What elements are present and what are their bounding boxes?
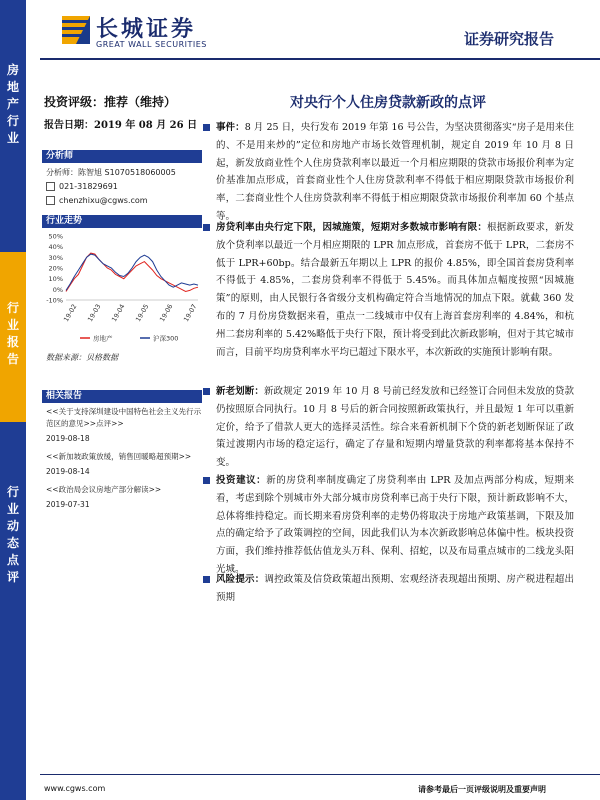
analyst-phone-row — [46, 182, 118, 191]
report-date: 报告日期：2019 年 08 月 26 日 — [44, 120, 198, 131]
paragraph-text: 调控政策及信贷政策超出预期、宏观经济表现超出预期、房产税进程超出预期 — [216, 574, 574, 603]
report-title: 对央行个人住房贷款新政的点评 — [290, 95, 486, 111]
analyst-email[interactable]: chenzhixu@cgws.com — [59, 196, 148, 205]
paragraph-label: 风险提示： — [216, 574, 265, 585]
related-list — [46, 406, 206, 511]
sidebar-middle-text: 行业报告 — [6, 301, 19, 366]
footer-divider — [40, 774, 600, 775]
analyst-name: 分析师：陈智旭 S1070518060005 — [46, 168, 176, 177]
chart-source: 数据来源：贝格数据 — [46, 353, 118, 362]
x-tick-label: 19-07 — [182, 302, 199, 324]
brand-name-en: GREAT WALL SECURITIES — [96, 40, 207, 49]
analyst-email-row — [46, 196, 148, 205]
legend-label: 沪深300 — [153, 334, 179, 343]
sidebar-band-bottom — [0, 422, 26, 800]
footer-website[interactable]: www.cgws.com — [44, 784, 106, 793]
paragraph-risk — [216, 571, 574, 607]
paragraph-label: 投资建议： — [216, 475, 267, 486]
y-tick-label: 50% — [48, 232, 63, 241]
related-item[interactable] — [46, 406, 206, 445]
trend-heading: 行业走势 — [42, 215, 202, 228]
paragraph-investment — [216, 472, 574, 579]
related-item-date: 2019-08-14 — [46, 467, 90, 476]
bullet-icon — [203, 576, 210, 583]
analyst-heading: 分析师 — [42, 150, 202, 163]
related-item[interactable] — [46, 451, 206, 478]
paragraph-text: 新政规定 2019 年 10 月 8 号前已经发放和已经签订合同但未发放的贷款仍按照原合同执行。10 月 8 号后的新合同按照新政策执行，并且最短 1 年可以重新定价，给予了借款人更大的选择灵活性。综合来看新机制下个贷的新老划断保证了政策过渡期内市场的稳定运行，确定了存量和短期内增量贷款的利率都将基本保持不变。 — [216, 386, 574, 469]
paragraph-rate-floor — [216, 219, 574, 361]
related-item-title[interactable]: <<政治局会议房地产部分解读>> — [46, 485, 162, 494]
paragraph-label: 事件： — [216, 122, 245, 133]
bullet-icon — [203, 124, 210, 131]
related-item-title[interactable]: <<新加坡政策放缓，销售回暖略超预期>> — [46, 452, 192, 461]
sidebar-band-middle — [0, 252, 26, 422]
x-tick-label: 19-03 — [86, 302, 103, 324]
brand-logo-icon — [62, 16, 90, 44]
y-tick-label: 30% — [48, 253, 63, 262]
investment-rating: 投资评级：推荐（维持） — [44, 95, 177, 109]
y-tick-label: 20% — [48, 264, 63, 273]
legend-label: 房地产 — [93, 334, 113, 343]
related-heading: 相关报告 — [42, 390, 202, 403]
x-tick-label: 19-02 — [62, 302, 79, 324]
analyst-phone: 021-31829691 — [59, 182, 118, 191]
related-item[interactable] — [46, 484, 206, 511]
sidebar-top-text: 房地产行业 — [6, 63, 19, 145]
paragraph-label: 新老划断： — [216, 386, 264, 397]
paragraph-event — [216, 119, 574, 226]
x-tick-label: 19-04 — [110, 302, 127, 324]
phone-icon — [46, 182, 55, 191]
sidebar-top-label — [0, 62, 26, 147]
brand-name: 长城证券 — [96, 16, 197, 42]
y-tick-label: 0% — [52, 285, 63, 294]
y-tick-label: 10% — [48, 275, 63, 284]
sidebar-bottom-label — [0, 484, 26, 586]
related-item-date: 2019-08-18 — [46, 434, 90, 443]
y-tick-label: 40% — [48, 243, 63, 252]
sidebar-middle-label — [0, 300, 26, 368]
related-item-title[interactable]: <<关于支持深圳建设中国特色社会主义先行示范区的意见>>点评>> — [46, 407, 202, 428]
x-tick-label: 19-06 — [158, 302, 175, 324]
paragraph-label: 房贷利率由央行定下限，因城施策，短期对多数城市影响有限： — [216, 222, 488, 233]
bullet-icon — [203, 477, 210, 484]
x-tick-label: 19-05 — [134, 302, 151, 324]
sidebar-band-top — [0, 0, 26, 252]
related-item-date: 2019-07-31 — [46, 500, 90, 509]
sidebar-bottom-text: 行业动态点评 — [6, 485, 19, 584]
bullet-icon — [203, 224, 210, 231]
paragraph-text: 新的房贷利率制度确定了房贷利率由 LPR 及加点两部分构成，短期来看，考虑到除个别城市外大部分城市房贷利率已高于央行下限，预计新政影响不大，总体将维持稳定。而长期来看房贷利率的走势仍将取决于房地产政策基调，下限及加点的确定给予了政策调控的空间，因此我们认为本次新政影响总体偏中性。板块投资方面，我们维持推荐低估值龙头万科、保利、招蛇，以及布局重点城市的二线龙头阳光城。 — [216, 475, 574, 575]
email-icon — [46, 196, 55, 205]
paragraph-text: 8 月 25 日，央行发布 2019 年第 16 号公告，为坚决贯彻落实“房子是用来住的、不是用来炒的”定位和房地产市场长效管理机制，规定自 2019 年 10 月 8 日起，新发放商业性个人住房贷款利率以最近一个月相应期限的贷款市场报价利率为定价基准加点形成，首套商业性个人住房贷款利率不得低于相应期限贷款市场报价利率，二套商业性个人住房贷款利率不得低于相应期限贷款市场报价利率加 60 个基点等。 — [216, 122, 574, 222]
y-tick-label: -10% — [46, 296, 63, 305]
paragraph-text: 根据新政要求，新发放个贷利率以最近一个月相应期限的 LPR 加点形成，首套房不低于 LPR，二套房不低于 LPR+60bp。结合最新五年期以上 LPR 的报价 4.85%，即全国首套房贷利率不得低于 4.85%，二套房贷利率不得低于 5.45%。而具体加点幅度按照“因城施策”的原则，由人民银行各省级分支机构确定符合当地情况的加点下限。就截 360 发布的 7 月份房贷数据来看，重点一二线城市中仅有上海首套房利率的 4.84%，和杭州二套房利率的 5.42%略低于央行下限，预计将受到此次新政影响，但对于其它城市而言，目前平均房贷利率水平均已超过下限水平，本次新政的实施预计影响有限。 — [216, 222, 574, 358]
footer-disclaimer: 请参考最后一页评级说明及重要声明 — [418, 784, 546, 794]
header-divider — [40, 58, 600, 60]
paragraph-transition — [216, 383, 574, 472]
industry-trend-chart — [40, 230, 202, 348]
bullet-icon — [203, 388, 210, 395]
report-type: 证券研究报告 — [464, 30, 555, 48]
